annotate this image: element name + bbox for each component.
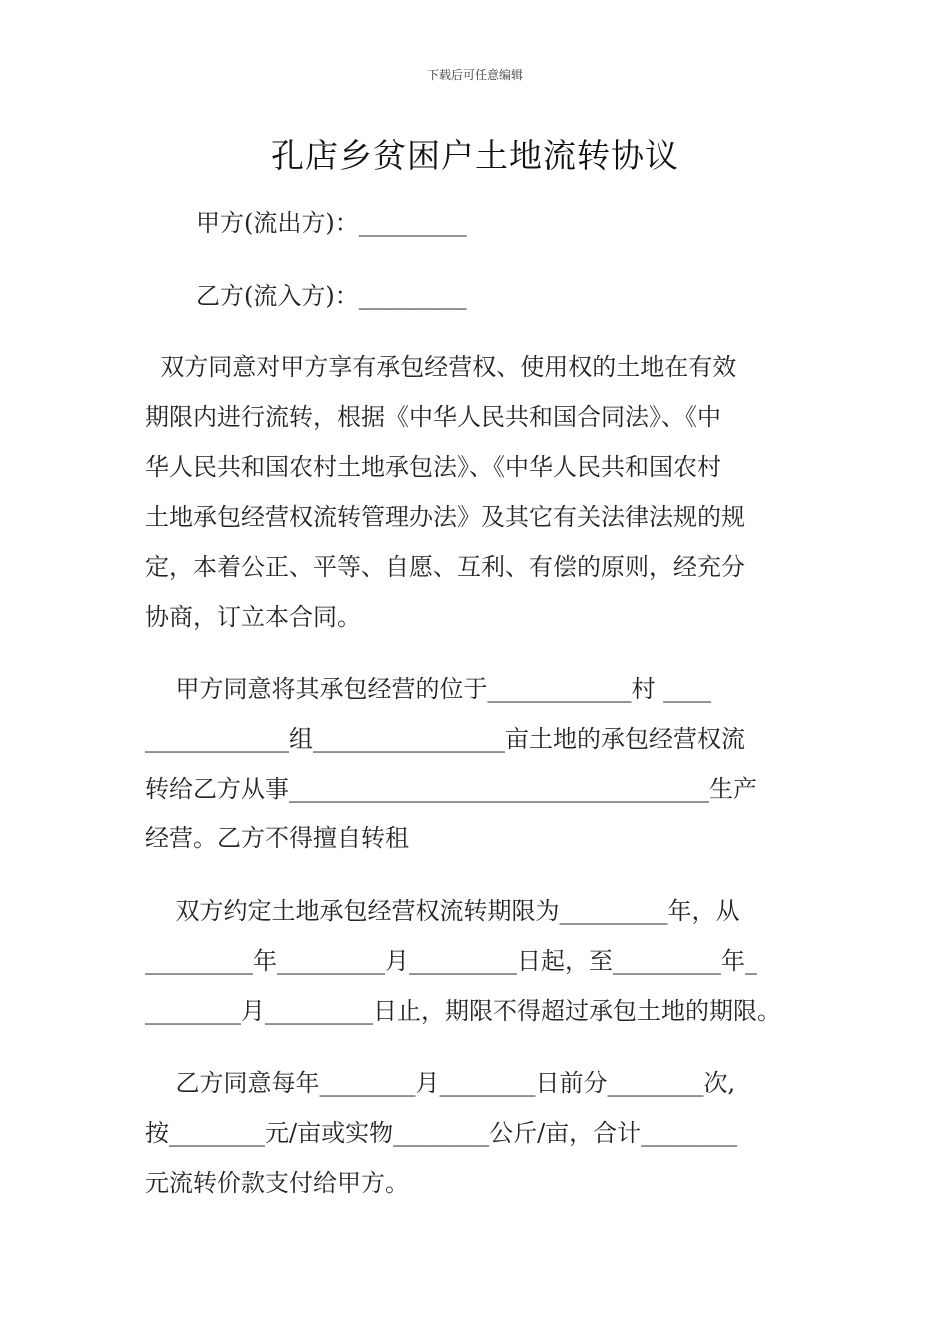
para3-line: _________年_________月_________日起，至_________年_ xyxy=(145,947,757,975)
para1-line: 双方同意对甲方享有承包经营权、使用权的土地在有效 xyxy=(145,353,737,381)
para3-line: ________月_________日止，期限不得超过承包土地的期限。 xyxy=(145,997,781,1025)
para1-line: 华人民共和国农村土地承包法》、《中华人民共和国农村 xyxy=(145,453,721,481)
para2-line: 经营。乙方不得擅自转租 xyxy=(145,824,409,852)
para1-line: 土地承包经营权流转管理办法》及其它有关法律法规的规 xyxy=(145,503,745,531)
para2-line: 转给乙方从事___________________________________生产 xyxy=(145,775,757,803)
para1-line: 协商，订立本合同。 xyxy=(145,603,361,631)
para2-line: 甲方同意将其承包经营的位于____________村 ____ xyxy=(145,675,712,703)
para4-line: 按________元/亩或实物________公斤/亩，合计________ xyxy=(145,1119,738,1147)
document-title: 孔店乡贫困户土地流转协议 xyxy=(271,136,679,175)
para1-line: 期限内进行流转，根据《中华人民共和国合同法》、《中 xyxy=(145,403,721,431)
para2-line: ____________组________________亩土地的承包经营权流 xyxy=(145,725,745,753)
para4-line: 乙方同意每年________月________日前分________次, xyxy=(145,1069,736,1097)
para4-line: 元流转价款支付给甲方。 xyxy=(145,1169,409,1197)
page-header: 下载后可任意编辑 xyxy=(426,68,523,82)
party-a-line: 甲方(流出方)：_________ xyxy=(196,209,467,237)
para3-line: 双方约定土地承包经营权流转期限为_________年，从 xyxy=(145,897,740,925)
party-b-line: 乙方(流入方)：_________ xyxy=(196,282,467,310)
para1-line: 定，本着公正、平等、自愿、互利、有偿的原则，经充分 xyxy=(145,553,745,581)
